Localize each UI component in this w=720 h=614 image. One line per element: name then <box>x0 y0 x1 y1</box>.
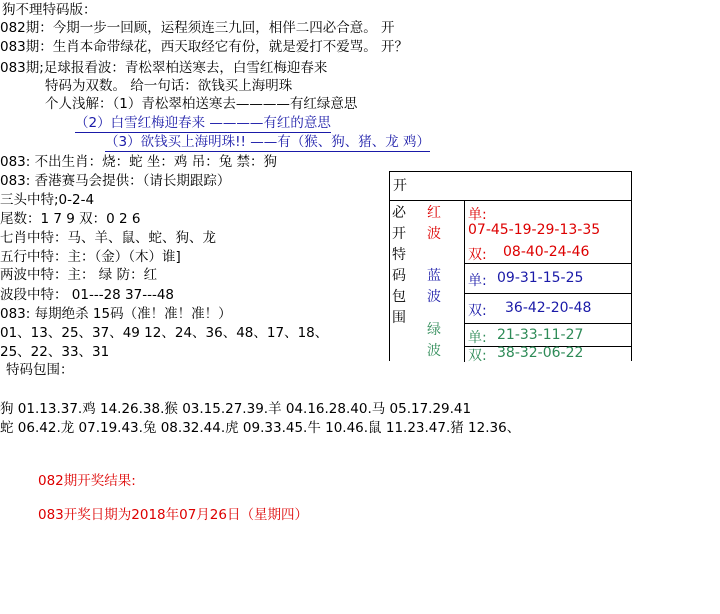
line-explain-1: 个人浅解：（1）青松翠柏送寒去————有红绿意思 <box>45 96 358 112</box>
line-hk: 083: 香港赛马会提供：（请长期跟踪） <box>0 173 231 189</box>
line-zodiac-1: 狗 01.13.37.鸡 14.26.38.猴 03.15.27.39.羊 04.16.28.40.马 05.17.29.41 <box>0 401 472 417</box>
vertical-label <box>390 203 408 329</box>
wave-blue-char: 蓝 <box>427 268 441 284</box>
result-label: 082期开奖结果: <box>38 473 136 489</box>
wave-blue-char: 波 <box>427 289 441 305</box>
wave-green-single-cell <box>464 323 632 347</box>
wave-green-double-cell <box>464 346 632 362</box>
wave-blue-double-label: 双: <box>468 303 487 319</box>
wave-red-char: 红 <box>427 205 441 221</box>
vertical-char: 必 <box>392 205 406 221</box>
draw-date: 083开奖日期为2018年07月26日（星期四） <box>38 507 308 523</box>
pack-table-header-text: 开 <box>393 178 407 194</box>
line-kill15: 083: 每期绝杀 15码（准！准！准！） <box>0 306 232 322</box>
wave-green-label <box>425 320 443 362</box>
line-numbers-2: 25、22、33、31 <box>0 344 110 360</box>
line-pack: 特码包围： <box>6 362 74 378</box>
line-no-zodiac: 083: 不出生肖：烧：蛇 坐：鸡 吊：兔 禁：狗 <box>0 154 277 170</box>
wave-blue-double-cell <box>464 293 632 324</box>
line-segment: 波段中特： 01---28 37---48 <box>0 287 175 303</box>
vertical-char: 特 <box>392 247 406 263</box>
line-hint: 特码为双数。 给一句话：欲钱买上海明珠 <box>45 78 293 94</box>
line-explain-2 <box>75 115 331 133</box>
line-082-b: 083期：生肖本命带绿花，西天取经它有份，就是爱打不爱骂。 开？ <box>0 39 409 55</box>
wave-green-double-label: 双: <box>468 348 487 364</box>
vertical-char: 码 <box>392 268 406 284</box>
pack-table <box>389 171 632 364</box>
line-tail: 尾数：1 7 9 双：0 2 6 <box>0 211 141 227</box>
line-explain-2-text: （2）白雪红梅迎春来 ————有红的意思 <box>75 115 331 131</box>
line-seven-zodiac: 七肖中特：马、羊、鼠、蛇、狗、龙 <box>0 230 216 246</box>
wave-blue-single-cell <box>464 263 632 294</box>
vertical-char: 围 <box>392 310 406 326</box>
wave-red-double: 08-40-24-46 <box>503 244 590 260</box>
line-numbers-1: 01、13、25、37、49 12、24、36、48、17、18、 <box>0 325 329 341</box>
wave-red-double-label: 双: <box>468 247 487 263</box>
vertical-char: 包 <box>392 289 406 305</box>
wave-red-single-label: 单: <box>468 207 487 223</box>
vertical-char: 开 <box>392 226 406 242</box>
wave-green-double: 38-32-06-22 <box>497 345 584 361</box>
wave-blue-double: 36-42-20-48 <box>505 300 592 316</box>
wave-red-single: 07-45-19-29-13-35 <box>468 222 601 238</box>
page-title: 狗不理特码版： <box>2 2 97 18</box>
wave-red-cell <box>464 201 632 263</box>
wave-blue-single: 09-31-15-25 <box>497 270 584 286</box>
line-zodiac-2: 蛇 06.42.龙 07.19.43.兔 08.32.44.虎 09.33.45.牛 10.46.鼠 11.23.47.猪 12.36、 <box>0 420 521 436</box>
wave-blue-single-label: 单: <box>468 273 487 289</box>
line-head3: 三头中特;0-2-4 <box>0 192 95 208</box>
wave-green-char: 绿 <box>427 322 441 338</box>
pack-table-header <box>390 172 631 201</box>
wave-blue-label <box>425 266 443 308</box>
wave-green-single-label: 单: <box>468 330 487 346</box>
wave-green-char: 波 <box>427 343 441 359</box>
line-five-elements: 五行中特：主：（金）（木）谁] <box>0 249 181 265</box>
line-082-a: 082期：今期一步一回顾，运程须连三九回，相伴二四必合意。 开 <box>0 20 395 36</box>
line-083-football: 083期;足球报看波：青松翠柏送寒去，白雪红梅迎春来 <box>0 60 328 76</box>
line-explain-3: （3）欲钱买上海明珠!! ——有（猴、狗、猪、龙 鸡） <box>105 134 430 150</box>
wave-red-char: 波 <box>427 226 441 242</box>
wave-green-single: 21-33-11-27 <box>497 327 584 343</box>
wave-red-label <box>425 203 443 245</box>
line-two-waves: 两波中特：主： 绿 防：红 <box>0 267 158 283</box>
